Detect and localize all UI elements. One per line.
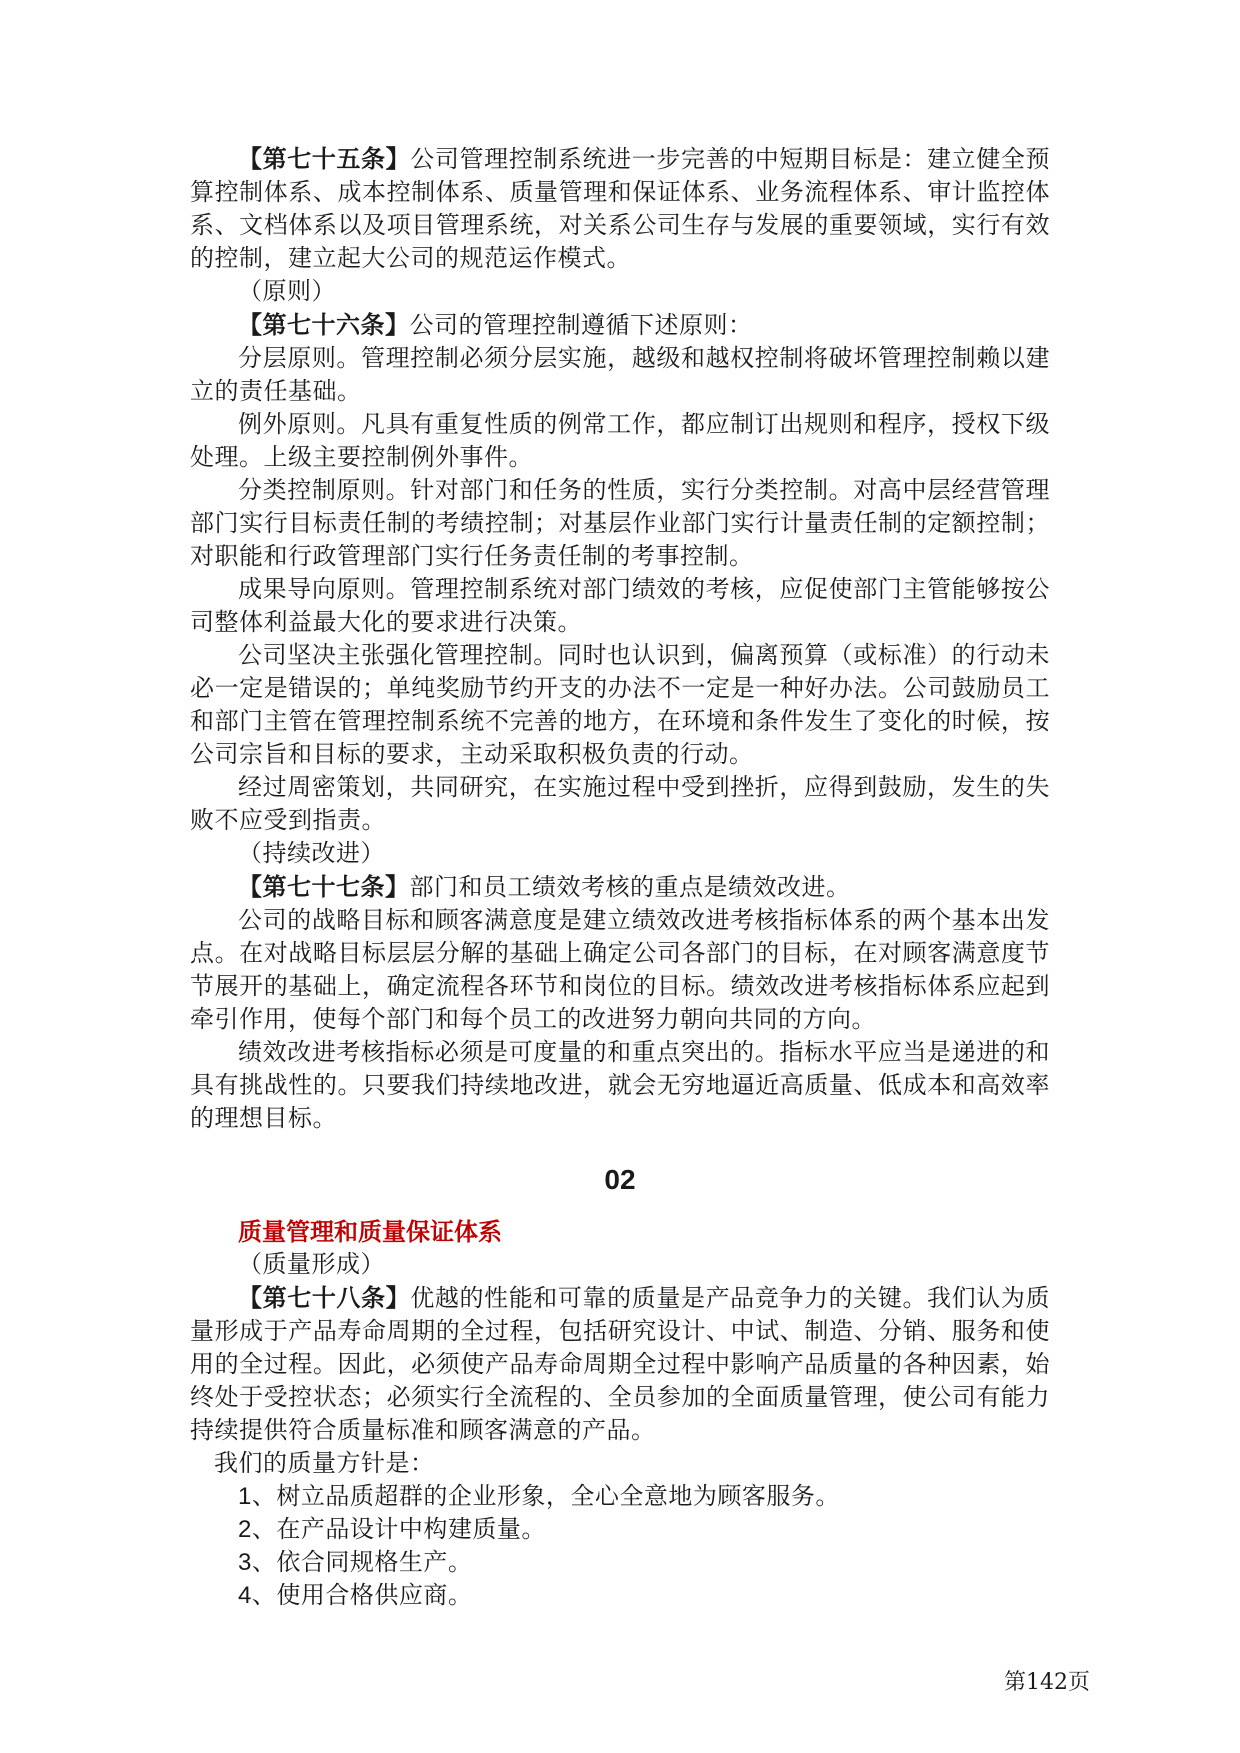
article-text: 优越的性能和可靠的质量是产品竞争力的关键。我们认为质量形成于产品寿命周期的全过程，包括研究设计、中试、制造、分销、服务和使用的全过程。因此，必须使产品寿命周期全过程中影响产品质量的各种因素，始终处于受控状态；必须实行全流程的、全员参加的全面质量管理，使公司有能力持续提供符合质量标准和顾客满意的产品。 [190, 1284, 1050, 1444]
article-number: 【第七十五条】 [238, 144, 411, 173]
article-number: 【第七十八条】 [238, 1283, 411, 1312]
list-text: 依合同规格生产。 [276, 1548, 473, 1576]
list-number: 4、 [238, 1582, 277, 1609]
section-number: 02 [604, 1164, 636, 1195]
list-number: 3、 [238, 1549, 277, 1576]
page-number: 第142页 [1004, 1670, 1090, 1695]
section-title: 质量管理和质量保证体系 [238, 1217, 502, 1246]
paragraph-indicators: 绩效改进考核指标必须是可度量的和重点突出的。指标水平应当是递进的和具有挑战性的。只要我们持续地改进，就会无穷地逼近高质量、低成本和高效率的理想目标。 [190, 1038, 1050, 1132]
article-75 [190, 142, 1050, 275]
article-number: 【第七十七条】 [238, 872, 410, 901]
article-76 [190, 308, 1050, 342]
principle-exception: 例外原则。凡具有重复性质的例常工作，都应制订出规则和程序，授权下级处理。上级主要控制例外事件。 [190, 410, 1050, 471]
quality-policy-item [190, 1546, 1050, 1579]
article-78 [190, 1281, 1050, 1447]
paragraph-control-stance: 公司坚决主张强化管理控制。同时也认识到，偏离预算（或标准）的行动未必一定是错误的；单纯奖励节约开支的办法不一定是一种好办法。公司鼓励员工和部门主管在管理控制系统不完善的地方，在环境和条件发生了变化的时候，按公司宗旨和目标的要求，主动采取积极负责的行动。 [190, 641, 1050, 768]
article-text: 公司管理控制系统进一步完善的中短期目标是：建立健全预算控制体系、成本控制体系、质量管理和保证体系、业务流程体系、审计监控体系、文档体系以及项目管理系统，对关系公司生存与发展的重要领域，实行有效的控制，建立起大公司的规范运作模式。 [190, 145, 1050, 272]
subheading-improvement: （持续改进） [238, 839, 385, 867]
list-text: 树立品质超群的企业形象，全心全意地为顾客服务。 [276, 1482, 840, 1510]
article-number: 【第七十六条】 [238, 310, 410, 339]
article-text: 公司的管理控制遵循下述原则： [409, 311, 753, 339]
document-page [190, 142, 1050, 1612]
article-77 [190, 870, 1050, 904]
list-text: 使用合格供应商。 [276, 1581, 473, 1609]
subheading-principle: （原则） [238, 277, 336, 305]
list-number: 2、 [238, 1516, 277, 1543]
principle-classified: 分类控制原则。针对部门和任务的性质，实行分类控制。对高中层经营管理部门实行目标责任制的考绩控制；对基层作业部门实行计量责任制的定额控制；对职能和行政管理部门实行任务责任制的考事控制。 [190, 476, 1050, 570]
paragraph-strategy-goals: 公司的战略目标和顾客满意度是建立绩效改进考核指标体系的两个基本出发点。在对战略目标层层分解的基础上确定公司各部门的目标，在对顾客满意度节节展开的基础上，确定流程各环节和岗位的目标。绩效改进考核指标体系应起到牵引作用，使每个部门和每个员工的改进努力朝向共同的方向。 [190, 906, 1050, 1033]
principle-layered: 分层原则。管理控制必须分层实施，越级和越权控制将破坏管理控制赖以建立的责任基础。 [190, 344, 1050, 405]
article-text: 部门和员工绩效考核的重点是绩效改进。 [409, 873, 851, 901]
quality-policy-item [190, 1480, 1050, 1513]
list-number: 1、 [238, 1483, 277, 1510]
list-text: 在产品设计中构建质量。 [276, 1515, 546, 1543]
quality-policy-item [190, 1579, 1050, 1612]
subheading-quality-formation: （质量形成） [238, 1250, 385, 1278]
quality-policy-intro: 我们的质量方针是： [214, 1449, 435, 1477]
quality-policy-item [190, 1513, 1050, 1546]
principle-results: 成果导向原则。管理控制系统对部门绩效的考核，应促使部门主管能够按公司整体利益最大化的要求进行决策。 [190, 575, 1050, 636]
paragraph-encourage: 经过周密策划，共同研究，在实施过程中受到挫折，应得到鼓励，发生的失败不应受到指责。 [190, 773, 1050, 834]
